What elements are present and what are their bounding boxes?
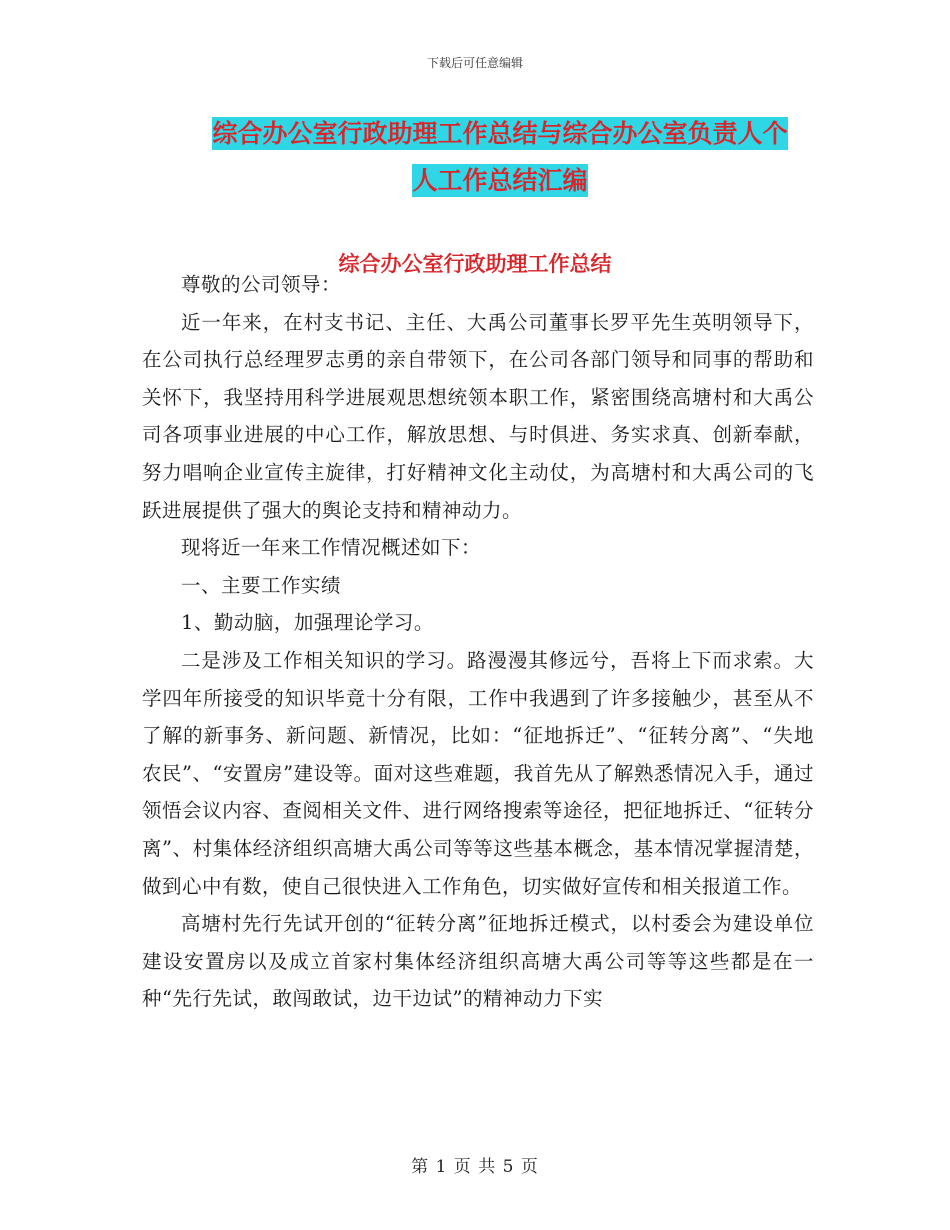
paragraph: 二是涉及工作相关知识的学习。路漫漫其修远兮，吾将上下而求索。大学四年所接受的知识毕竟十分有限，工作中我遇到了许多接触少，甚至从不了解的新事务、新问题、新情况，比如：“征地拆迁”、“征转分离”、“失地农民”、“安置房”建设等。面对这些难题，我首先从了解熟悉情况入手，通过领悟会议内容、查阅相关文件、进行网络搜索等途径，把征地拆迁、“征转分离”、村集体经济组织高塘大禹公司等等这些基本概念，基本情况掌握清楚，做到心中有数，使自己很快进入工作角色，切实做好宣传和相关报道工作。 (142, 648, 814, 898)
title-line-2: 人工作总结汇编 (412, 166, 588, 195)
document-body (142, 266, 814, 1018)
paragraph-salutation: 尊敬的公司领导： (181, 273, 342, 296)
paragraph-heading: 一、主要工作实绩 (181, 573, 342, 597)
paragraph: 现将近一年来工作情况概述如下： (181, 536, 482, 560)
paragraph: 近一年来，在村支书记、主任、大禹公司董事长罗平先生英明领导下，在公司执行总经理罗志勇的亲自带领下，在公司各部门领导和同事的帮助和关怀下，我坚持用科学进展观思想统领本职工作，紧密围绕高塘村和大禹公司各项事业进展的中心工作，解放思想、与时俱进、务实求真、创新奉献，努力唱响企业宣传主旋律，打好精神文化主动仗，为高塘村和大禹公司的飞跃进展提供了强大的舆论支持和精神动力。 (142, 310, 814, 522)
document-title (190, 110, 810, 204)
header-note: 下载后可任意编辑 (426, 56, 523, 70)
section-title: 综合办公室行政助理工作总结 (338, 252, 612, 276)
title-line-1: 综合办公室行政助理工作总结与综合办公室负责人个 (212, 119, 788, 148)
page-footer: 第 1 页 共 5 页 (411, 1157, 539, 1177)
paragraph: 高塘村先行先试开创的“征转分离”征地拆迁模式，以村委会为建设单位建设安置房以及成立首家村集体经济组织高塘大禹公司等等这些都是在一种“先行先试，敢闯敢试，边干边试”的精神动力下实 (142, 912, 814, 1011)
paragraph-subheading: 1、勤动脑，加强理论学习。 (181, 611, 434, 635)
